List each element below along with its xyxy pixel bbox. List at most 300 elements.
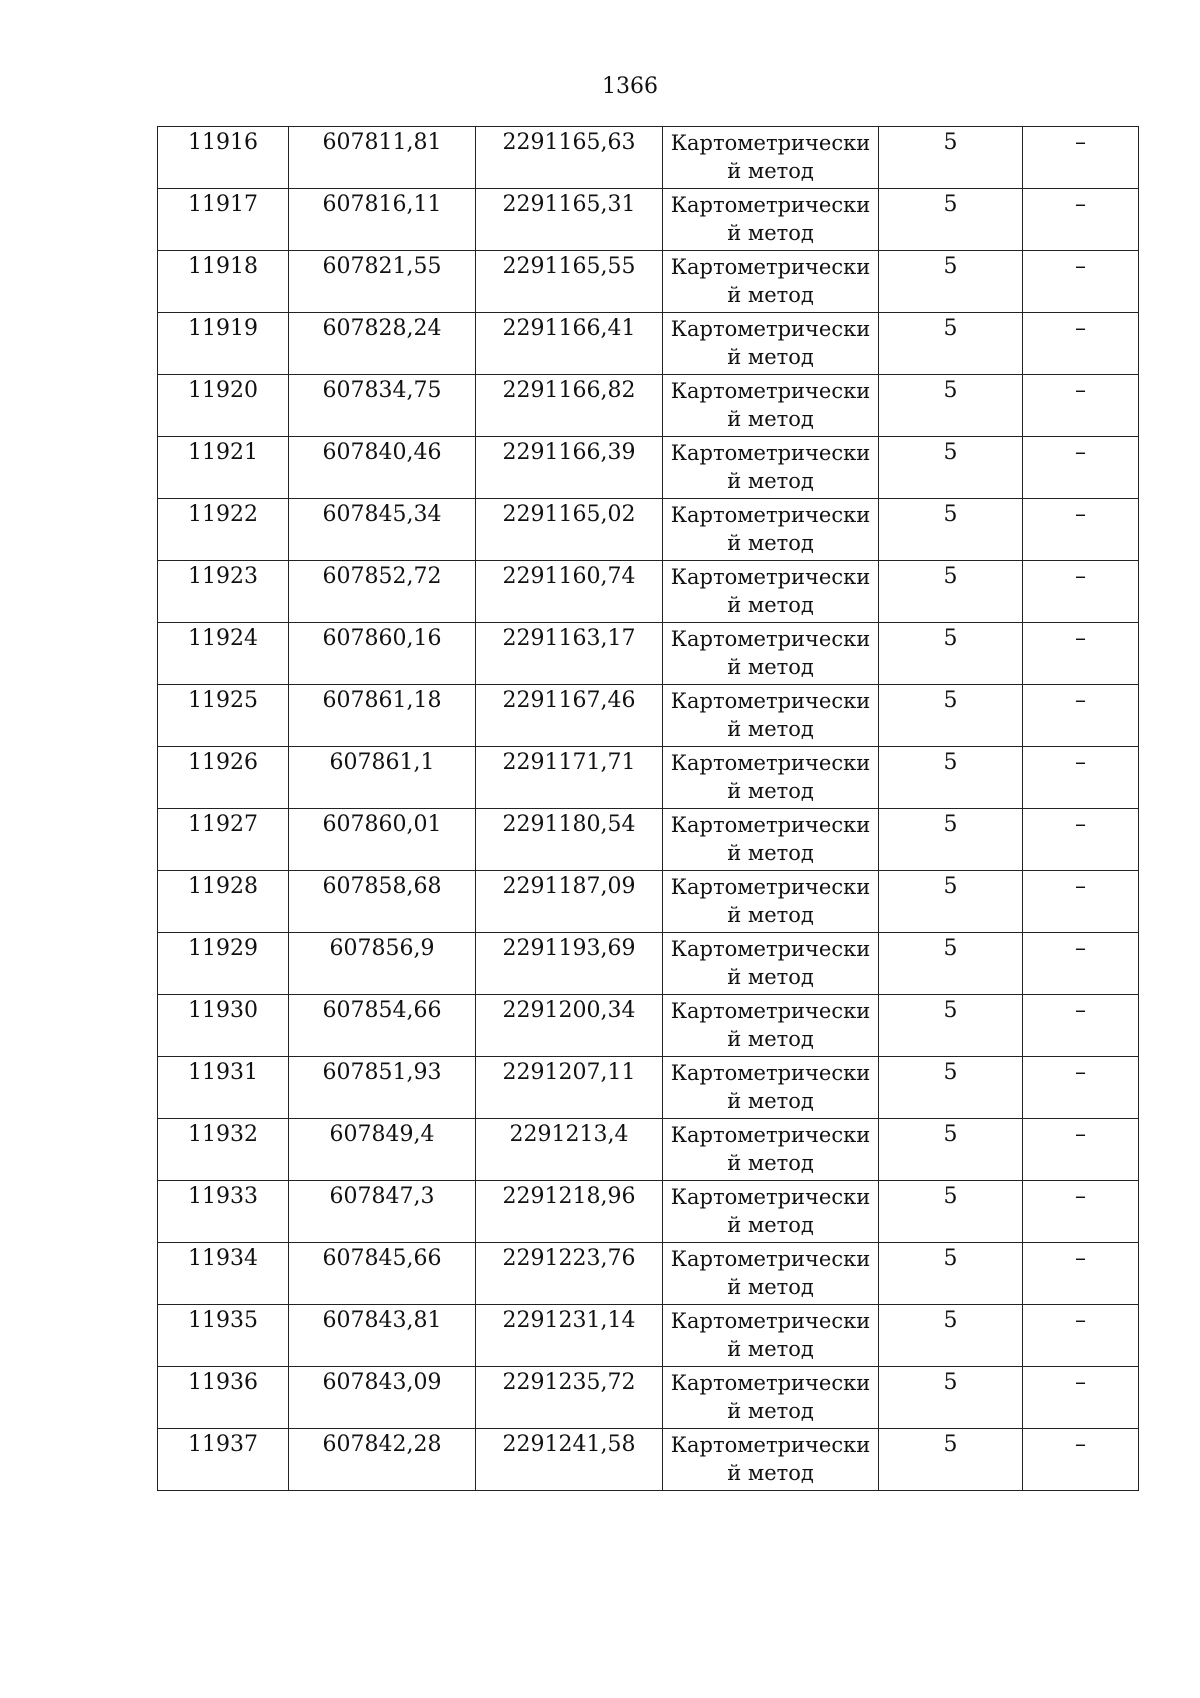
method-line-2: й метод xyxy=(727,903,814,927)
y-coordinate-cell-text: 2291171,71 xyxy=(502,750,636,775)
y-coordinate-cell xyxy=(476,809,663,871)
method-line-1: Картометрически xyxy=(670,751,871,775)
point-number-cell-text: 11927 xyxy=(188,812,258,837)
accuracy-cell-text: 5 xyxy=(943,564,958,589)
x-coordinate-cell-text: 607842,28 xyxy=(322,1432,442,1457)
method-line-1: Картометрически xyxy=(670,1433,871,1457)
point-number-cell xyxy=(158,437,289,499)
point-number-cell-text: 11916 xyxy=(188,130,258,155)
note-cell-text: – xyxy=(1075,564,1086,589)
point-number-cell xyxy=(158,499,289,561)
note-cell xyxy=(1023,313,1139,375)
table-row xyxy=(158,1119,1139,1181)
note-cell xyxy=(1023,1367,1139,1429)
accuracy-cell-text: 5 xyxy=(943,874,958,899)
note-cell xyxy=(1023,1429,1139,1491)
method-cell xyxy=(663,1119,879,1181)
x-coordinate-cell xyxy=(289,1243,476,1305)
method-line-2: й метод xyxy=(727,469,814,493)
y-coordinate-cell xyxy=(476,747,663,809)
note-cell-text: – xyxy=(1075,936,1086,961)
point-number-cell-text: 11925 xyxy=(188,688,258,713)
method-cell xyxy=(663,933,879,995)
point-number-cell xyxy=(158,1057,289,1119)
note-cell-text: – xyxy=(1075,254,1086,279)
point-number-cell xyxy=(158,747,289,809)
method-line-2: й метод xyxy=(727,283,814,307)
x-coordinate-cell xyxy=(289,561,476,623)
method-cell xyxy=(663,871,879,933)
note-cell xyxy=(1023,437,1139,499)
method-cell xyxy=(663,1057,879,1119)
method-line-2: й метод xyxy=(727,407,814,431)
accuracy-cell-text: 5 xyxy=(943,1308,958,1333)
table-row xyxy=(158,251,1139,313)
method-cell xyxy=(663,127,879,189)
accuracy-cell-text: 5 xyxy=(943,192,958,217)
note-cell xyxy=(1023,871,1139,933)
y-coordinate-cell xyxy=(476,1429,663,1491)
method-line-2: й метод xyxy=(727,1275,814,1299)
note-cell-text: – xyxy=(1075,440,1086,465)
table-row xyxy=(158,933,1139,995)
method-line-1: Картометрически xyxy=(670,999,871,1023)
note-cell-text: – xyxy=(1075,1246,1086,1271)
accuracy-cell xyxy=(879,933,1023,995)
x-coordinate-cell xyxy=(289,623,476,685)
method-cell xyxy=(663,313,879,375)
table-row xyxy=(158,127,1139,189)
y-coordinate-cell-text: 2291193,69 xyxy=(502,936,636,961)
point-number-cell-text: 11917 xyxy=(188,192,258,217)
y-coordinate-cell xyxy=(476,1367,663,1429)
x-coordinate-cell-text: 607847,3 xyxy=(329,1184,435,1209)
method-cell xyxy=(663,747,879,809)
y-coordinate-cell-text: 2291235,72 xyxy=(502,1370,636,1395)
x-coordinate-cell-text: 607811,81 xyxy=(322,130,442,155)
accuracy-cell-text: 5 xyxy=(943,1060,958,1085)
accuracy-cell xyxy=(879,871,1023,933)
method-line-1: Картометрически xyxy=(670,503,871,527)
table-row xyxy=(158,871,1139,933)
method-line-1: Картометрически xyxy=(670,565,871,589)
note-cell-text: – xyxy=(1075,1370,1086,1395)
note-cell xyxy=(1023,623,1139,685)
accuracy-cell xyxy=(879,1057,1023,1119)
y-coordinate-cell-text: 2291200,34 xyxy=(502,998,636,1023)
method-cell xyxy=(663,685,879,747)
method-cell xyxy=(663,251,879,313)
method-cell xyxy=(663,375,879,437)
method-line-2: й метод xyxy=(727,1337,814,1361)
method-line-1: Картометрически xyxy=(670,937,871,961)
point-number-cell xyxy=(158,313,289,375)
coordinates-table xyxy=(157,126,1139,1491)
method-line-1: Картометрически xyxy=(670,1371,871,1395)
point-number-cell xyxy=(158,127,289,189)
note-cell xyxy=(1023,809,1139,871)
x-coordinate-cell xyxy=(289,933,476,995)
accuracy-cell-text: 5 xyxy=(943,1432,958,1457)
point-number-cell xyxy=(158,685,289,747)
table-row xyxy=(158,375,1139,437)
x-coordinate-cell xyxy=(289,1367,476,1429)
accuracy-cell-text: 5 xyxy=(943,1370,958,1395)
method-cell xyxy=(663,1305,879,1367)
y-coordinate-cell-text: 2291166,41 xyxy=(502,316,636,341)
y-coordinate-cell-text: 2291165,63 xyxy=(502,130,636,155)
y-coordinate-cell-text: 2291160,74 xyxy=(502,564,636,589)
point-number-cell xyxy=(158,1305,289,1367)
accuracy-cell-text: 5 xyxy=(943,688,958,713)
method-line-2: й метод xyxy=(727,593,814,617)
y-coordinate-cell xyxy=(476,623,663,685)
y-coordinate-cell xyxy=(476,561,663,623)
note-cell-text: – xyxy=(1075,1184,1086,1209)
method-cell xyxy=(663,189,879,251)
method-line-1: Картометрически xyxy=(670,193,871,217)
y-coordinate-cell-text: 2291207,11 xyxy=(502,1060,636,1085)
y-coordinate-cell xyxy=(476,933,663,995)
point-number-cell xyxy=(158,1243,289,1305)
y-coordinate-cell xyxy=(476,189,663,251)
point-number-cell-text: 11923 xyxy=(188,564,258,589)
note-cell xyxy=(1023,933,1139,995)
table-row xyxy=(158,995,1139,1057)
method-cell xyxy=(663,499,879,561)
note-cell xyxy=(1023,1119,1139,1181)
point-number-cell xyxy=(158,1119,289,1181)
method-line-1: Картометрически xyxy=(670,689,871,713)
x-coordinate-cell-text: 607843,09 xyxy=(322,1370,442,1395)
note-cell xyxy=(1023,127,1139,189)
table-row xyxy=(158,313,1139,375)
x-coordinate-cell-text: 607860,16 xyxy=(322,626,442,651)
y-coordinate-cell-text: 2291165,55 xyxy=(502,254,636,279)
method-line-1: Картометрически xyxy=(670,317,871,341)
x-coordinate-cell-text: 607828,24 xyxy=(322,316,442,341)
x-coordinate-cell-text: 607834,75 xyxy=(322,378,442,403)
accuracy-cell xyxy=(879,189,1023,251)
x-coordinate-cell xyxy=(289,871,476,933)
point-number-cell xyxy=(158,251,289,313)
method-line-2: й метод xyxy=(727,531,814,555)
note-cell xyxy=(1023,995,1139,1057)
y-coordinate-cell-text: 2291180,54 xyxy=(502,812,636,837)
y-coordinate-cell xyxy=(476,499,663,561)
x-coordinate-cell xyxy=(289,1429,476,1491)
x-coordinate-cell xyxy=(289,747,476,809)
method-line-1: Картометрически xyxy=(670,255,871,279)
method-line-2: й метод xyxy=(727,717,814,741)
method-line-2: й метод xyxy=(727,655,814,679)
method-cell xyxy=(663,1181,879,1243)
accuracy-cell xyxy=(879,1243,1023,1305)
coordinates-table-body xyxy=(158,127,1139,1491)
method-line-2: й метод xyxy=(727,1151,814,1175)
x-coordinate-cell-text: 607849,4 xyxy=(329,1122,435,1147)
note-cell-text: – xyxy=(1075,1060,1086,1085)
method-cell xyxy=(663,561,879,623)
point-number-cell xyxy=(158,933,289,995)
method-line-1: Картометрически xyxy=(670,1309,871,1333)
x-coordinate-cell xyxy=(289,251,476,313)
point-number-cell-text: 11932 xyxy=(188,1122,258,1147)
method-line-1: Картометрически xyxy=(670,1185,871,1209)
note-cell-text: – xyxy=(1075,130,1086,155)
note-cell-text: – xyxy=(1075,688,1086,713)
accuracy-cell xyxy=(879,995,1023,1057)
point-number-cell-text: 11930 xyxy=(188,998,258,1023)
table-row xyxy=(158,1305,1139,1367)
x-coordinate-cell-text: 607861,1 xyxy=(329,750,435,775)
point-number-cell-text: 11924 xyxy=(188,626,258,651)
accuracy-cell-text: 5 xyxy=(943,316,958,341)
method-line-2: й метод xyxy=(727,159,814,183)
note-cell-text: – xyxy=(1075,192,1086,217)
point-number-cell-text: 11934 xyxy=(188,1246,258,1271)
method-line-2: й метод xyxy=(727,1213,814,1237)
point-number-cell-text: 11931 xyxy=(188,1060,258,1085)
y-coordinate-cell-text: 2291165,02 xyxy=(502,502,636,527)
point-number-cell-text: 11921 xyxy=(188,440,258,465)
point-number-cell-text: 11918 xyxy=(188,254,258,279)
accuracy-cell-text: 5 xyxy=(943,998,958,1023)
table-row xyxy=(158,1367,1139,1429)
method-cell xyxy=(663,623,879,685)
note-cell-text: – xyxy=(1075,998,1086,1023)
accuracy-cell xyxy=(879,1305,1023,1367)
method-line-1: Картометрически xyxy=(670,813,871,837)
table-row xyxy=(158,1181,1139,1243)
x-coordinate-cell-text: 607845,34 xyxy=(322,502,442,527)
accuracy-cell-text: 5 xyxy=(943,626,958,651)
point-number-cell-text: 11920 xyxy=(188,378,258,403)
y-coordinate-cell xyxy=(476,1057,663,1119)
table-row xyxy=(158,623,1139,685)
point-number-cell xyxy=(158,1181,289,1243)
method-line-2: й метод xyxy=(727,965,814,989)
y-coordinate-cell xyxy=(476,127,663,189)
table-row xyxy=(158,1243,1139,1305)
accuracy-cell xyxy=(879,809,1023,871)
x-coordinate-cell xyxy=(289,437,476,499)
note-cell xyxy=(1023,499,1139,561)
point-number-cell-text: 11929 xyxy=(188,936,258,961)
point-number-cell-text: 11928 xyxy=(188,874,258,899)
y-coordinate-cell-text: 2291166,82 xyxy=(502,378,636,403)
method-line-2: й метод xyxy=(727,345,814,369)
point-number-cell xyxy=(158,623,289,685)
note-cell-text: – xyxy=(1075,750,1086,775)
accuracy-cell xyxy=(879,1181,1023,1243)
point-number-cell xyxy=(158,1429,289,1491)
note-cell-text: – xyxy=(1075,502,1086,527)
point-number-cell-text: 11933 xyxy=(188,1184,258,1209)
accuracy-cell-text: 5 xyxy=(943,1184,958,1209)
table-row xyxy=(158,685,1139,747)
note-cell xyxy=(1023,685,1139,747)
point-number-cell xyxy=(158,871,289,933)
x-coordinate-cell xyxy=(289,995,476,1057)
x-coordinate-cell xyxy=(289,1057,476,1119)
method-line-1: Картометрически xyxy=(670,379,871,403)
accuracy-cell xyxy=(879,437,1023,499)
y-coordinate-cell xyxy=(476,375,663,437)
accuracy-cell-text: 5 xyxy=(943,750,958,775)
y-coordinate-cell-text: 2291231,14 xyxy=(502,1308,636,1333)
page-number: 1366 xyxy=(602,74,658,99)
point-number-cell xyxy=(158,809,289,871)
accuracy-cell xyxy=(879,1119,1023,1181)
x-coordinate-cell xyxy=(289,1119,476,1181)
x-coordinate-cell-text: 607856,9 xyxy=(329,936,435,961)
x-coordinate-cell-text: 607816,11 xyxy=(322,192,442,217)
x-coordinate-cell xyxy=(289,375,476,437)
accuracy-cell xyxy=(879,251,1023,313)
table-row xyxy=(158,437,1139,499)
y-coordinate-cell-text: 2291163,17 xyxy=(502,626,636,651)
y-coordinate-cell-text: 2291187,09 xyxy=(502,874,636,899)
point-number-cell xyxy=(158,995,289,1057)
point-number-cell-text: 11919 xyxy=(188,316,258,341)
accuracy-cell xyxy=(879,127,1023,189)
y-coordinate-cell xyxy=(476,685,663,747)
x-coordinate-cell-text: 607860,01 xyxy=(322,812,442,837)
y-coordinate-cell xyxy=(476,251,663,313)
note-cell xyxy=(1023,747,1139,809)
point-number-cell xyxy=(158,561,289,623)
method-cell xyxy=(663,437,879,499)
method-cell xyxy=(663,995,879,1057)
method-line-1: Картометрически xyxy=(670,1123,871,1147)
method-line-2: й метод xyxy=(727,1027,814,1051)
method-line-1: Картометрически xyxy=(670,131,871,155)
note-cell xyxy=(1023,561,1139,623)
table-row xyxy=(158,809,1139,871)
note-cell xyxy=(1023,375,1139,437)
x-coordinate-cell-text: 607845,66 xyxy=(322,1246,442,1271)
y-coordinate-cell xyxy=(476,995,663,1057)
y-coordinate-cell-text: 2291166,39 xyxy=(502,440,636,465)
note-cell xyxy=(1023,1243,1139,1305)
method-line-2: й метод xyxy=(727,1461,814,1485)
method-cell xyxy=(663,809,879,871)
note-cell-text: – xyxy=(1075,1432,1086,1457)
method-cell xyxy=(663,1367,879,1429)
note-cell-text: – xyxy=(1075,874,1086,899)
point-number-cell-text: 11922 xyxy=(188,502,258,527)
note-cell-text: – xyxy=(1075,1308,1086,1333)
method-line-1: Картометрически xyxy=(670,1061,871,1085)
y-coordinate-cell xyxy=(476,313,663,375)
y-coordinate-cell-text: 2291165,31 xyxy=(502,192,636,217)
y-coordinate-cell-text: 2291241,58 xyxy=(502,1432,636,1457)
accuracy-cell-text: 5 xyxy=(943,1122,958,1147)
method-line-2: й метод xyxy=(727,779,814,803)
y-coordinate-cell-text: 2291223,76 xyxy=(502,1246,636,1271)
accuracy-cell xyxy=(879,623,1023,685)
accuracy-cell xyxy=(879,747,1023,809)
accuracy-cell xyxy=(879,499,1023,561)
note-cell xyxy=(1023,189,1139,251)
x-coordinate-cell-text: 607852,72 xyxy=(322,564,442,589)
y-coordinate-cell xyxy=(476,437,663,499)
y-coordinate-cell-text: 2291218,96 xyxy=(502,1184,636,1209)
accuracy-cell xyxy=(879,1367,1023,1429)
x-coordinate-cell-text: 607854,66 xyxy=(322,998,442,1023)
accuracy-cell xyxy=(879,1429,1023,1491)
x-coordinate-cell-text: 607840,46 xyxy=(322,440,442,465)
accuracy-cell-text: 5 xyxy=(943,1246,958,1271)
x-coordinate-cell xyxy=(289,685,476,747)
accuracy-cell-text: 5 xyxy=(943,502,958,527)
accuracy-cell xyxy=(879,561,1023,623)
x-coordinate-cell-text: 607861,18 xyxy=(322,688,442,713)
y-coordinate-cell xyxy=(476,1181,663,1243)
point-number-cell-text: 11937 xyxy=(188,1432,258,1457)
table-row xyxy=(158,561,1139,623)
accuracy-cell-text: 5 xyxy=(943,378,958,403)
y-coordinate-cell xyxy=(476,1119,663,1181)
note-cell-text: – xyxy=(1075,1122,1086,1147)
method-line-1: Картометрически xyxy=(670,441,871,465)
method-cell xyxy=(663,1243,879,1305)
note-cell xyxy=(1023,1181,1139,1243)
x-coordinate-cell xyxy=(289,313,476,375)
x-coordinate-cell xyxy=(289,127,476,189)
y-coordinate-cell xyxy=(476,1243,663,1305)
accuracy-cell xyxy=(879,375,1023,437)
point-number-cell-text: 11926 xyxy=(188,750,258,775)
table-row xyxy=(158,747,1139,809)
x-coordinate-cell xyxy=(289,1181,476,1243)
table-row xyxy=(158,1057,1139,1119)
x-coordinate-cell-text: 607858,68 xyxy=(322,874,442,899)
table-row xyxy=(158,499,1139,561)
accuracy-cell-text: 5 xyxy=(943,254,958,279)
x-coordinate-cell-text: 607821,55 xyxy=(322,254,442,279)
method-line-1: Картометрически xyxy=(670,875,871,899)
x-coordinate-cell xyxy=(289,499,476,561)
y-coordinate-cell xyxy=(476,1305,663,1367)
accuracy-cell-text: 5 xyxy=(943,936,958,961)
x-coordinate-cell xyxy=(289,809,476,871)
method-line-2: й метод xyxy=(727,841,814,865)
accuracy-cell xyxy=(879,313,1023,375)
note-cell-text: – xyxy=(1075,626,1086,651)
method-line-2: й метод xyxy=(727,221,814,245)
x-coordinate-cell-text: 607843,81 xyxy=(322,1308,442,1333)
accuracy-cell-text: 5 xyxy=(943,812,958,837)
point-number-cell xyxy=(158,1367,289,1429)
table-row xyxy=(158,1429,1139,1491)
method-line-1: Картометрически xyxy=(670,627,871,651)
x-coordinate-cell xyxy=(289,1305,476,1367)
table-row xyxy=(158,189,1139,251)
y-coordinate-cell-text: 2291167,46 xyxy=(502,688,636,713)
x-coordinate-cell xyxy=(289,189,476,251)
method-line-2: й метод xyxy=(727,1399,814,1423)
method-cell xyxy=(663,1429,879,1491)
method-line-2: й метод xyxy=(727,1089,814,1113)
point-number-cell-text: 11936 xyxy=(188,1370,258,1395)
accuracy-cell xyxy=(879,685,1023,747)
point-number-cell-text: 11935 xyxy=(188,1308,258,1333)
note-cell-text: – xyxy=(1075,812,1086,837)
accuracy-cell-text: 5 xyxy=(943,440,958,465)
note-cell xyxy=(1023,1305,1139,1367)
